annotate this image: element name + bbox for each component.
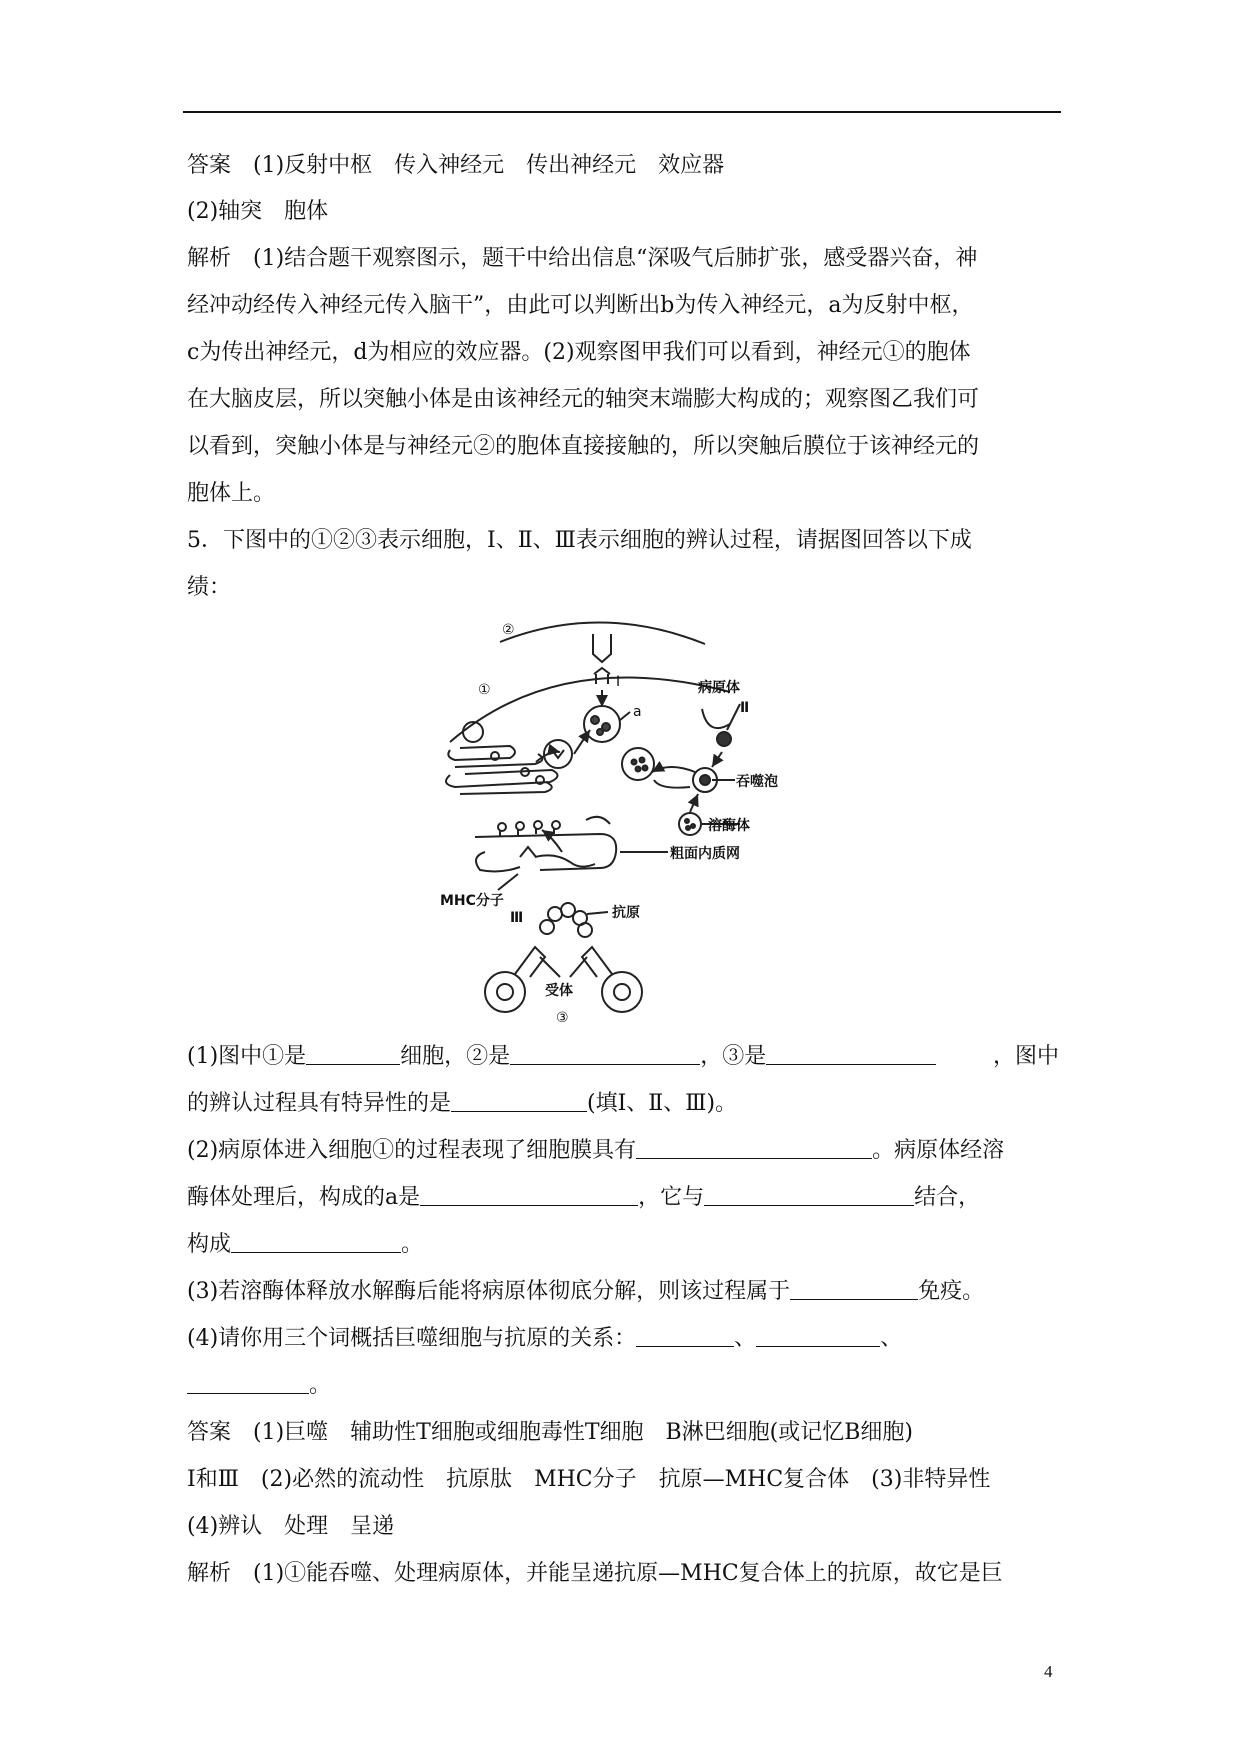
label-cell-2: ② xyxy=(502,622,515,638)
label-antigen: 抗原 xyxy=(612,905,640,921)
answer-5-line-1: 答案 (1)巨噬 辅助性T细胞或细胞毒性T细胞 B淋巴细胞(或记忆B细胞) xyxy=(187,1420,914,1445)
question-5-part-4-line-2: 。 xyxy=(187,1371,1059,1401)
question-5-part-1-line-1: (1)图中①是 细胞，②是 ，③是 ，图中 xyxy=(187,1044,1059,1069)
answer-blank-9[interactable] xyxy=(790,1277,918,1300)
label-mhc-molecule: MHC分子 xyxy=(440,893,504,909)
label-a: a xyxy=(633,704,642,720)
question-5-stem-line-2: 绩： xyxy=(187,575,232,600)
label-roman-1: Ⅰ xyxy=(616,674,621,690)
answer-blank-7[interactable] xyxy=(704,1183,914,1206)
question-5-part-2-line-1: (2)病原体进入细胞①的过程表现了细胞膜具有 。病原体经溶 xyxy=(187,1138,1005,1163)
label-cell-3: ③ xyxy=(556,1010,569,1026)
answer-blank-10[interactable] xyxy=(636,1324,734,1347)
question-5-part-3: (3)若溶酶体释放水解酶后能将病原体彻底分解，则该过程属于 免疫。 xyxy=(187,1279,985,1304)
label-pathogen: 病原体 xyxy=(698,680,740,696)
question-5-part-2-line-2: 酶体处理后，构成的a是 ，它与 结合， xyxy=(187,1185,981,1210)
answer-4-line-2: (2)轴突 胞体 xyxy=(187,199,329,224)
question-5-part-2-line-3: 构成 。 xyxy=(187,1232,424,1257)
label-rough-er: 粗面内质网 xyxy=(670,846,740,862)
label-phagosome: 吞噬泡 xyxy=(736,774,778,790)
analysis-4-line-3: c为传出神经元，d为相应的效应器。(2)观察图甲我们可以看到，神经元①的胞体 xyxy=(187,340,971,365)
answer-blank-4[interactable] xyxy=(451,1089,587,1112)
figure-svg xyxy=(440,612,778,1032)
label-lysosome: 溶酶体 xyxy=(708,818,750,834)
label-roman-3: Ⅲ xyxy=(510,910,524,926)
cell-2-membrane xyxy=(500,622,705,644)
question-5-part-1-line-2: 的辨认过程具有特异性的是 (填Ⅰ、Ⅱ、Ⅲ)。 xyxy=(187,1091,738,1116)
analysis-4-line-1: 解析 (1)结合题干观察图示，题干中给出信息“深吸气后肺扩张，感受器兴奋，神 xyxy=(187,246,978,271)
answer-blank-5[interactable] xyxy=(636,1136,872,1159)
answer-blank-12[interactable] xyxy=(187,1371,309,1394)
analysis-4-line-2: 经冲动经传入神经元传入脑干”，由此可以判断出b为传入神经元，a为反射中枢， xyxy=(187,293,974,318)
analysis-4-line-6: 胞体上。 xyxy=(187,481,276,506)
answer-blank-8[interactable] xyxy=(231,1230,401,1253)
answer-blank-3[interactable] xyxy=(766,1042,936,1065)
label-cell-1: ① xyxy=(478,682,491,698)
answer-blank-2[interactable] xyxy=(510,1042,700,1065)
answer-4-line-1: 答案 (1)反射中枢 传入神经元 传出神经元 效应器 xyxy=(187,153,725,178)
answer-5-line-3: (4)辨认 处理 呈递 xyxy=(187,1514,395,1539)
immune-cell-figure xyxy=(440,612,778,1036)
question-5-stem-line-1: 5．下图中的①②③表示细胞，Ⅰ、Ⅱ、Ⅲ表示细胞的辨认过程，请据图回答以下成 xyxy=(187,528,972,553)
analysis-4-line-4: 在大脑皮层，所以突触小体是由该神经元的轴突末端膨大构成的；观察图乙我们可 xyxy=(187,387,980,412)
answer-blank-11[interactable] xyxy=(756,1324,880,1347)
label-receptor: 受体 xyxy=(545,983,573,999)
header-rule xyxy=(183,111,1061,113)
label-roman-2: Ⅱ xyxy=(740,700,750,716)
answer-5-line-2: Ⅰ和Ⅲ (2)必然的流动性 抗原肽 MHC分子 抗原—MHC复合体 (3)非特异性 xyxy=(187,1467,991,1492)
answer-blank-6[interactable] xyxy=(420,1183,638,1206)
page-number: 4 xyxy=(1044,1662,1053,1681)
analysis-4-line-5: 以看到，突触小体是与神经元②的胞体直接接触的，所以突触后膜位于该神经元的 xyxy=(187,434,980,459)
answer-blank-1[interactable] xyxy=(306,1042,400,1065)
analysis-5-line-1: 解析 (1)①能吞噬、处理病原体，并能呈递抗原—MHC复合体上的抗原，故它是巨 xyxy=(187,1561,1003,1586)
question-5-part-4-line-1: (4)请你用三个词概括巨噬细胞与抗原的关系： 、 、 xyxy=(187,1326,903,1351)
